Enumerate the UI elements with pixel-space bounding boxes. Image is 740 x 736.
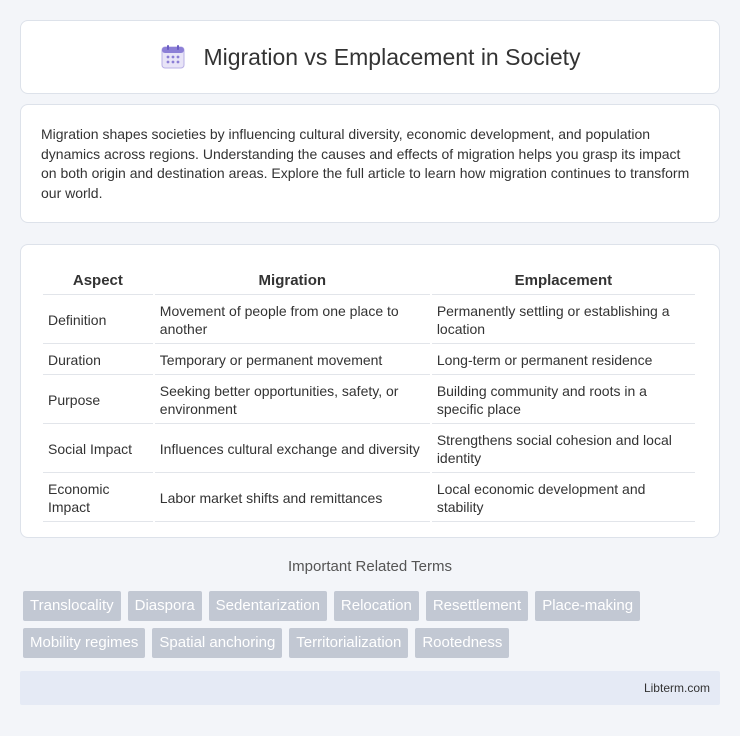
table-row — [43, 346, 695, 375]
table-cell: Seeking better opportunities, safety, or environment — [155, 377, 430, 424]
table-header-row — [43, 267, 695, 295]
table-cell: Local economic development and stability — [432, 475, 695, 522]
header-emplacement: Emplacement — [432, 267, 695, 295]
table-cell: Economic Impact — [43, 475, 153, 522]
table-row — [43, 297, 695, 344]
tag-resettlement[interactable]: Resettlement — [426, 591, 528, 621]
title-card — [20, 20, 720, 94]
tag-sedentarization[interactable]: Sedentarization — [209, 591, 327, 621]
table-cell: Labor market shifts and remittances — [155, 475, 430, 522]
table-cell: Temporary or permanent movement — [155, 346, 430, 375]
table-row — [43, 475, 695, 522]
footer — [20, 671, 720, 705]
page-title: Migration vs Emplacement in Society — [203, 43, 581, 70]
related-terms-heading: Important Related Terms — [288, 558, 452, 575]
table-cell: Long-term or permanent residence — [432, 346, 695, 375]
header-migration: Migration — [155, 267, 430, 295]
table-cell: Strengthens social cohesion and local identity — [432, 426, 695, 473]
table-cell: Permanently settling or establishing a location — [432, 297, 695, 344]
tag-spatial-anchoring[interactable]: Spatial anchoring — [152, 628, 282, 658]
tag-relocation[interactable]: Relocation — [334, 591, 419, 621]
related-terms-list — [23, 591, 723, 658]
table-row — [43, 377, 695, 424]
table-cell: Influences cultural exchange and diversity — [155, 426, 430, 473]
tag-rootedness[interactable]: Rootedness — [415, 628, 509, 658]
tag-territorialization[interactable]: Territorialization — [289, 628, 408, 658]
tag-diaspora[interactable]: Diaspora — [128, 591, 202, 621]
table-cell: Movement of people from one place to another — [155, 297, 430, 344]
table-cell: Definition — [43, 297, 153, 344]
intro-text: Migration shapes societies by influencing cultural diversity, economic development, and population dynamics across regions. Understanding the causes and effects of migration helps you grasp its impact on both origin and destination areas. Explore the full article to learn how migration continues to transform our world. — [41, 126, 690, 201]
table-cell: Social Impact — [43, 426, 153, 473]
tag-place-making[interactable]: Place-making — [535, 591, 640, 621]
comparison-table — [41, 265, 697, 524]
intro-card — [20, 104, 720, 223]
header-aspect: Aspect — [43, 267, 153, 295]
comparison-card — [20, 244, 720, 538]
table-cell: Building community and roots in a specific place — [432, 377, 695, 424]
table-cell: Purpose — [43, 377, 153, 424]
table-cell: Duration — [43, 346, 153, 375]
footer-site-link[interactable]: Libterm.com — [643, 681, 710, 695]
table-row — [43, 426, 695, 473]
calendar-icon — [159, 43, 187, 71]
tag-translocality[interactable]: Translocality — [23, 591, 121, 621]
tag-mobility-regimes[interactable]: Mobility regimes — [23, 628, 145, 658]
